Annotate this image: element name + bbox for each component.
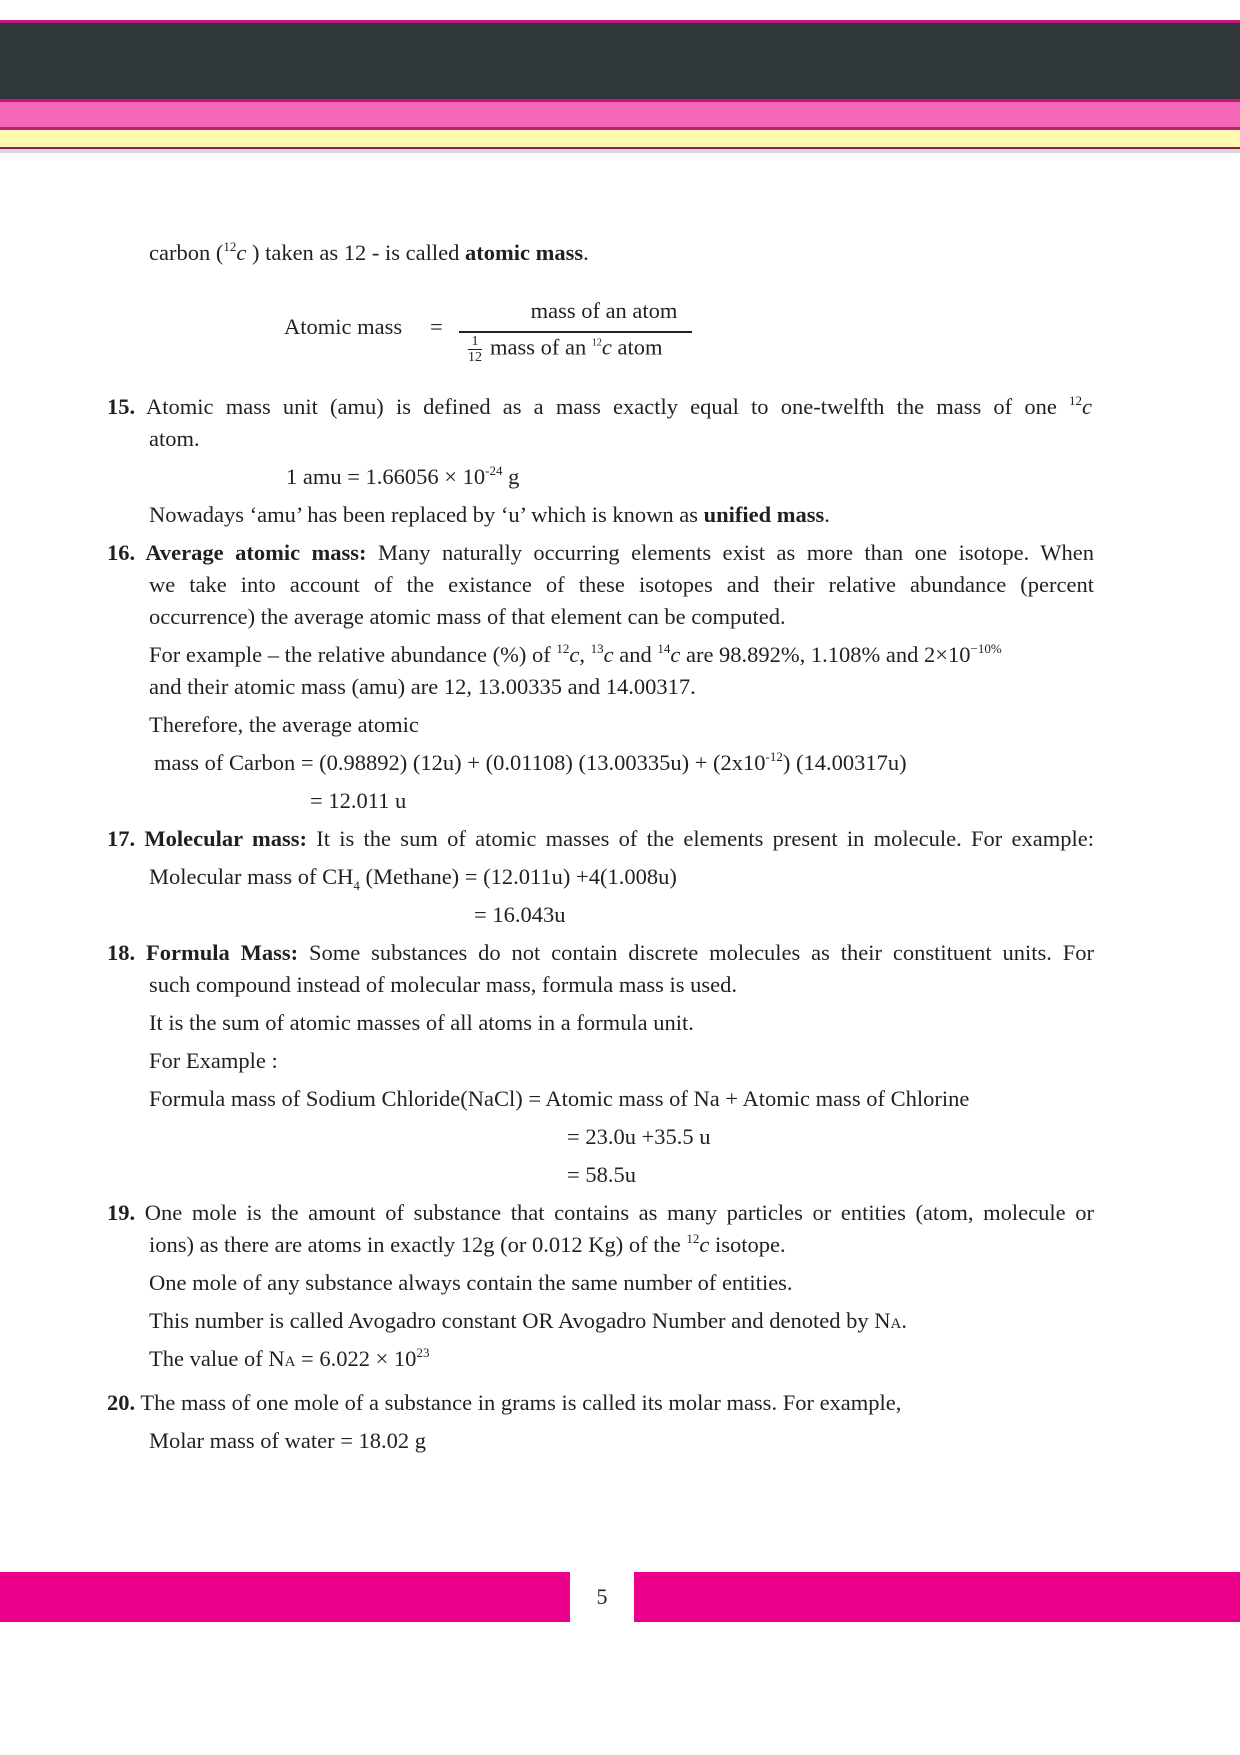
formula-numerator: mass of an atom xyxy=(530,298,678,323)
methane-calculation: Molecular mass of $CH_4$ (Methane) = (12.011u) +4(1.008u) xyxy=(149,864,677,893)
avogadro-value: The value of NA = $6.022 \times 10^{23}$ xyxy=(149,1345,430,1371)
therefore-line: Therefore, the average atomic xyxy=(149,712,419,737)
item-15: 15. Atomic mass unit (amu) is defined as a mass exactly equal to one-twelfth the mass of one $^{12}$c xyxy=(107,393,1092,419)
item-18-line4: For Example : xyxy=(149,1048,278,1073)
one-twelfth-fraction: $\frac{1}{12}$ xyxy=(468,334,482,365)
carbon-mass-result: = 12.011 u xyxy=(310,788,407,813)
item-18-line2: such compound instead of molecular mass, formula mass is used. xyxy=(149,972,738,997)
page-number: 5 xyxy=(596,1584,608,1609)
item-19: 19. One mole is the amount of substance that contains as many particles or entities (atom, molecule or xyxy=(107,1200,1094,1225)
unified-mass-note: Nowadays ‘amu’ has been replaced by ‘u’ which is known as unified mass. xyxy=(149,502,830,527)
methane-result: = 16.043u xyxy=(474,902,566,927)
isotope-abundance-line: For example – the relative abundance (%) of $^{12}$c, $^{13}$c and $^{14}$c are 98.892%, 1.108% and $2\times 10^{-10\%}$ xyxy=(149,641,1002,667)
item-18: 18. Formula Mass: Some substances do not contain discrete molecules as their constituent units. For xyxy=(107,940,1094,965)
molar-mass-water: Molar mass of water = 18.02 g xyxy=(149,1428,427,1453)
nacl-result: = 58.5u xyxy=(567,1162,636,1187)
item-16-line3: occurrence) the average atomic mass of that element can be computed. xyxy=(149,604,786,629)
avogadro-line: This number is called Avogadro constant OR Avogadro Number and denoted by NA. xyxy=(149,1308,907,1333)
header-yellow-band xyxy=(0,130,1240,147)
amu-equation: 1 amu = $1.66056 \times 10^{-24}$ g xyxy=(286,463,520,489)
fraction-bar xyxy=(459,331,692,333)
header-dark-band xyxy=(0,23,1240,99)
item-16-line2: we take into account of the existance of these isotopes and their relative abundance (percent xyxy=(149,572,1094,597)
intro-paragraph: carbon ($^{12}$c ) taken as 12 - is called atomic mass. xyxy=(149,239,589,265)
item-15-line2: atom. xyxy=(149,426,200,451)
footer-bar-left xyxy=(0,1572,570,1622)
carbon-mass-calculation: mass of Carbon = (0.98892) (12u) + (0.01108) $(13.00335u) + (2x10^{-12})$ (14.00317u) xyxy=(154,749,907,775)
header-shadow-line xyxy=(0,149,1240,153)
nacl-formula-line: Formula mass of Sodium Chloride(NaCl) = Atomic mass of Na + Atomic mass of Chlorine xyxy=(149,1086,970,1111)
footer-bar-right xyxy=(634,1572,1240,1622)
item-20: 20. The mass of one mole of a substance in grams is called its molar mass. For example, xyxy=(107,1390,902,1415)
nacl-step1: = 23.0u +35.5 u xyxy=(567,1124,711,1149)
item-18-line3: It is the sum of atomic masses of all atoms in a formula unit. xyxy=(149,1010,694,1035)
item-19-line3: One mole of any substance always contain the same number of entities. xyxy=(149,1270,793,1295)
header-pink-band xyxy=(0,102,1240,127)
formula-denominator: $\frac{1}{12}$ mass of an $^{12}$c atom xyxy=(468,334,663,365)
item-19-line2: ions) as there are atoms in exactly 12g (or 0.012 Kg) of the $^{12}$c isotope. xyxy=(149,1231,786,1257)
item-16: 16. Average atomic mass: Many naturally occurring elements exist as more than one isotope. When xyxy=(107,540,1094,565)
item-17: 17. Molecular mass: It is the sum of atomic masses of the elements present in molecule. For example: xyxy=(107,826,1094,851)
isotope-mass-line: and their atomic mass (amu) are 12, 13.00335 and 14.00317. xyxy=(149,674,696,699)
